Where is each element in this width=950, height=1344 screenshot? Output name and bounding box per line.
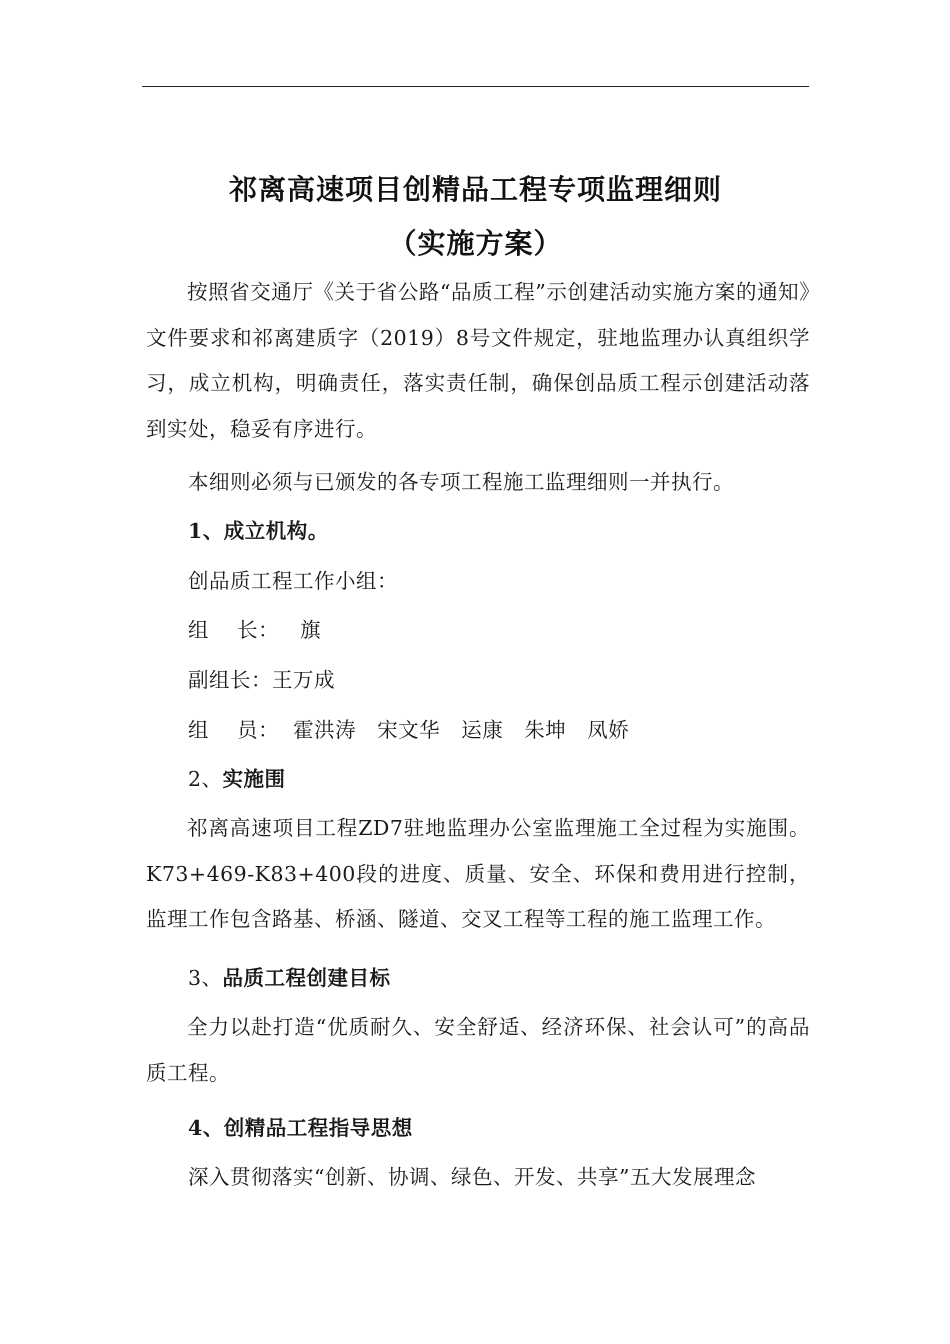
section-4-body: 深入贯彻落实“创新、协调、绿色、开发、共享”五大发展理念	[188, 1165, 756, 1189]
intro-paragraph: 按照省交通厅《关于省公路“品质工程”示创建活动实施方案的通知》文件要求和祁离建质字（2019）8号文件规定，驻地监理办认真组织学习，成立机构，明确责任，落实责任制，确保创品质工程示创建活动落到实处，稳妥有序进行。	[146, 280, 810, 441]
section-2-title: 实施围	[222, 767, 286, 791]
section-2-number: 2、	[188, 767, 223, 791]
section-3-heading	[188, 963, 391, 993]
section-3-body: 全力以赴打造“优质耐久、安全舒适、经济环保、社会认可”的高品质工程。	[146, 1015, 810, 1085]
leader-line: 组 长： 旗	[188, 618, 322, 642]
section-3-number: 3、	[188, 966, 223, 990]
section-1-heading: 1、成立机构。	[188, 519, 329, 543]
document-subtitle: （实施方案）	[388, 227, 563, 260]
section-2-heading	[188, 764, 286, 794]
note-paragraph: 本细则必须与已颁发的各专项工程施工监理细则一并执行。	[188, 470, 734, 494]
header-rule	[142, 86, 809, 87]
members-line: 组 员： 霍洪涛 宋文华 运康 朱坤 凤娇	[188, 718, 630, 742]
section-2-body: 祁离高速项目工程ZD7驻地监理办公室监理施工全过程为实施围。K73+469-K83+400段的进度、质量、安全、环保和费用进行控制，监理工作包含路基、桥涵、隧道、交叉工程等工程的施工监理工作。	[146, 816, 810, 931]
section-4-heading: 4、创精品工程指导思想	[188, 1116, 413, 1140]
document-title: 祁离高速项目创精品工程专项监理细则	[228, 173, 722, 206]
group-label: 创品质工程工作小组：	[188, 569, 398, 593]
section-3-title: 品质工程创建目标	[222, 966, 391, 990]
deputy-line: 副组长：王万成	[188, 668, 335, 692]
